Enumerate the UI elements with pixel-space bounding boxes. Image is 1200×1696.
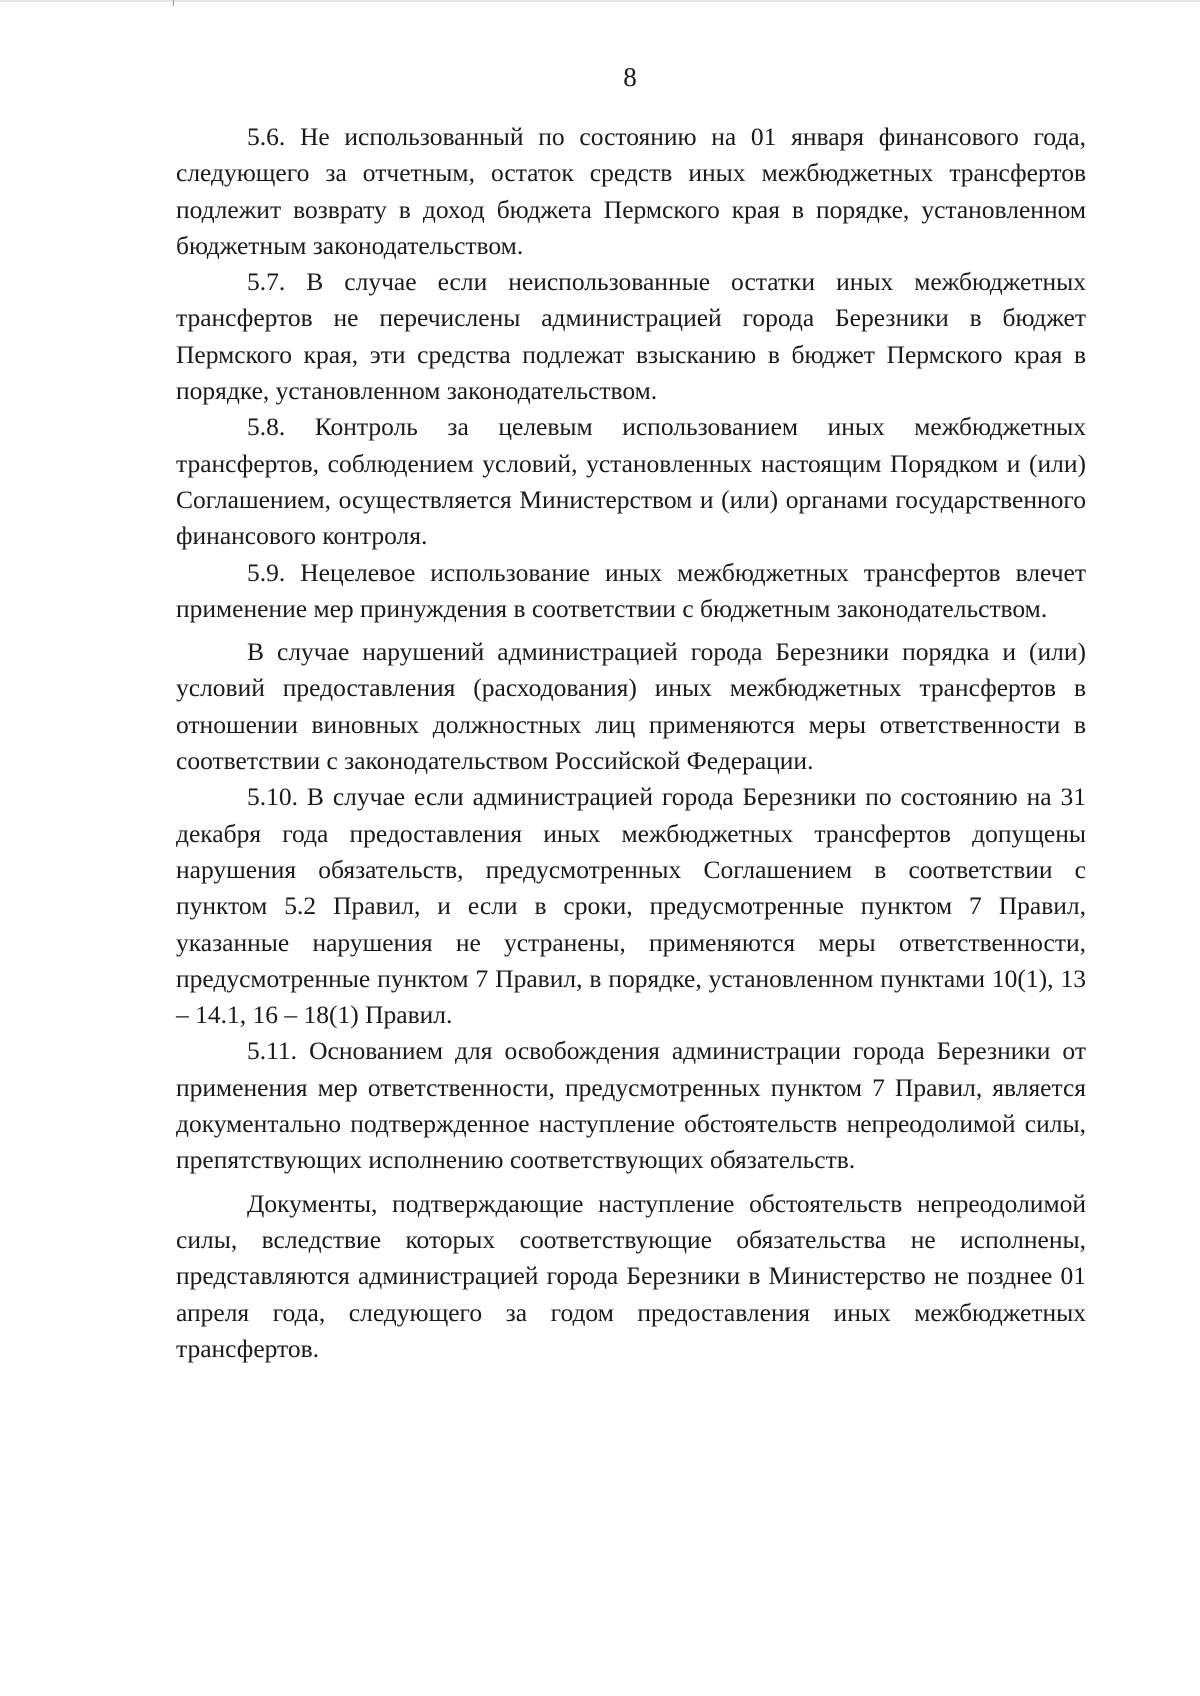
document-body	[176, 119, 1086, 1367]
paragraph-violations: В случае нарушений администрацией города Березники порядка и (или) условий предоставления (расходования) иных межбюджетных трансфертов в отношении виновных должностных лиц применяются меры ответственности в соответствии с законодательством Российской Федерации.	[176, 637, 1086, 776]
paragraph-5-9: 5.9. Нецелевое использование иных межбюджетных трансфертов влечет применение мер принуждения в соответствии с бюджетным законодательством.	[176, 557, 1086, 623]
scan-top-edge	[0, 0, 1200, 2]
paragraph-5-8: 5.8. Контроль за целевым использованием иных межбюджетных трансфертов, соблюдением условий, установленных настоящим Порядком и (или) Соглашением, осуществляется Министерством и (или) органами государственного финансового контроля.	[176, 412, 1086, 551]
paragraph-5-6: 5.6. Не использованный по состоянию на 01 января финансового года, следующего за отчетным, остаток средств иных межбюджетных трансфертов подлежит возврату в доход бюджета Пермского края в порядке, установленном бюджетным законодательством.	[176, 122, 1086, 260]
page-number: 8	[623, 62, 637, 92]
paragraph-5-10: 5.10. В случае если администрацией города Березники по состоянию на 31 декабря года предоставления иных межбюджетных трансфертов допущены нарушения обязательств, предусмотренных Соглашением в соответствии с пунктом 5.2 Правил, и если в сроки, предусмотренные пунктом 7 Правил, указанные нарушения не устранены, применяются меры ответственности, предусмотренные пунктом 7 Правил, в порядке, установленном пунктами 10(1), 13 – 14.1, 16 – 18(1) Правил.	[176, 782, 1086, 1030]
paragraph-5-7: 5.7. В случае если неиспользованные остатки иных межбюджетных трансфертов не перечислены администрацией города Березники в бюджет Пермского края, эти средства подлежат взысканию в бюджет Пермского края в порядке, установленном законодательством.	[176, 267, 1086, 406]
paragraph-5-11: 5.11. Основанием для освобождения администрации города Березники от применения мер ответственности, предусмотренных пунктом 7 Правил, является документально подтвержденное наступление обстоятельств непреодолимой силы, препятствующих исполнению соответствующих обязательств.	[176, 1036, 1086, 1175]
paragraph-documents: Документы, подтверждающие наступление обстоятельств непреодолимой силы, вследствие которых соответствующие обязательства не исполнены, представляются администрацией города Березники в Министерство не позднее 01 апреля года, следующего за годом предоставления иных межбюджетных трансфертов.	[176, 1188, 1086, 1363]
scan-mark	[173, 0, 174, 6]
